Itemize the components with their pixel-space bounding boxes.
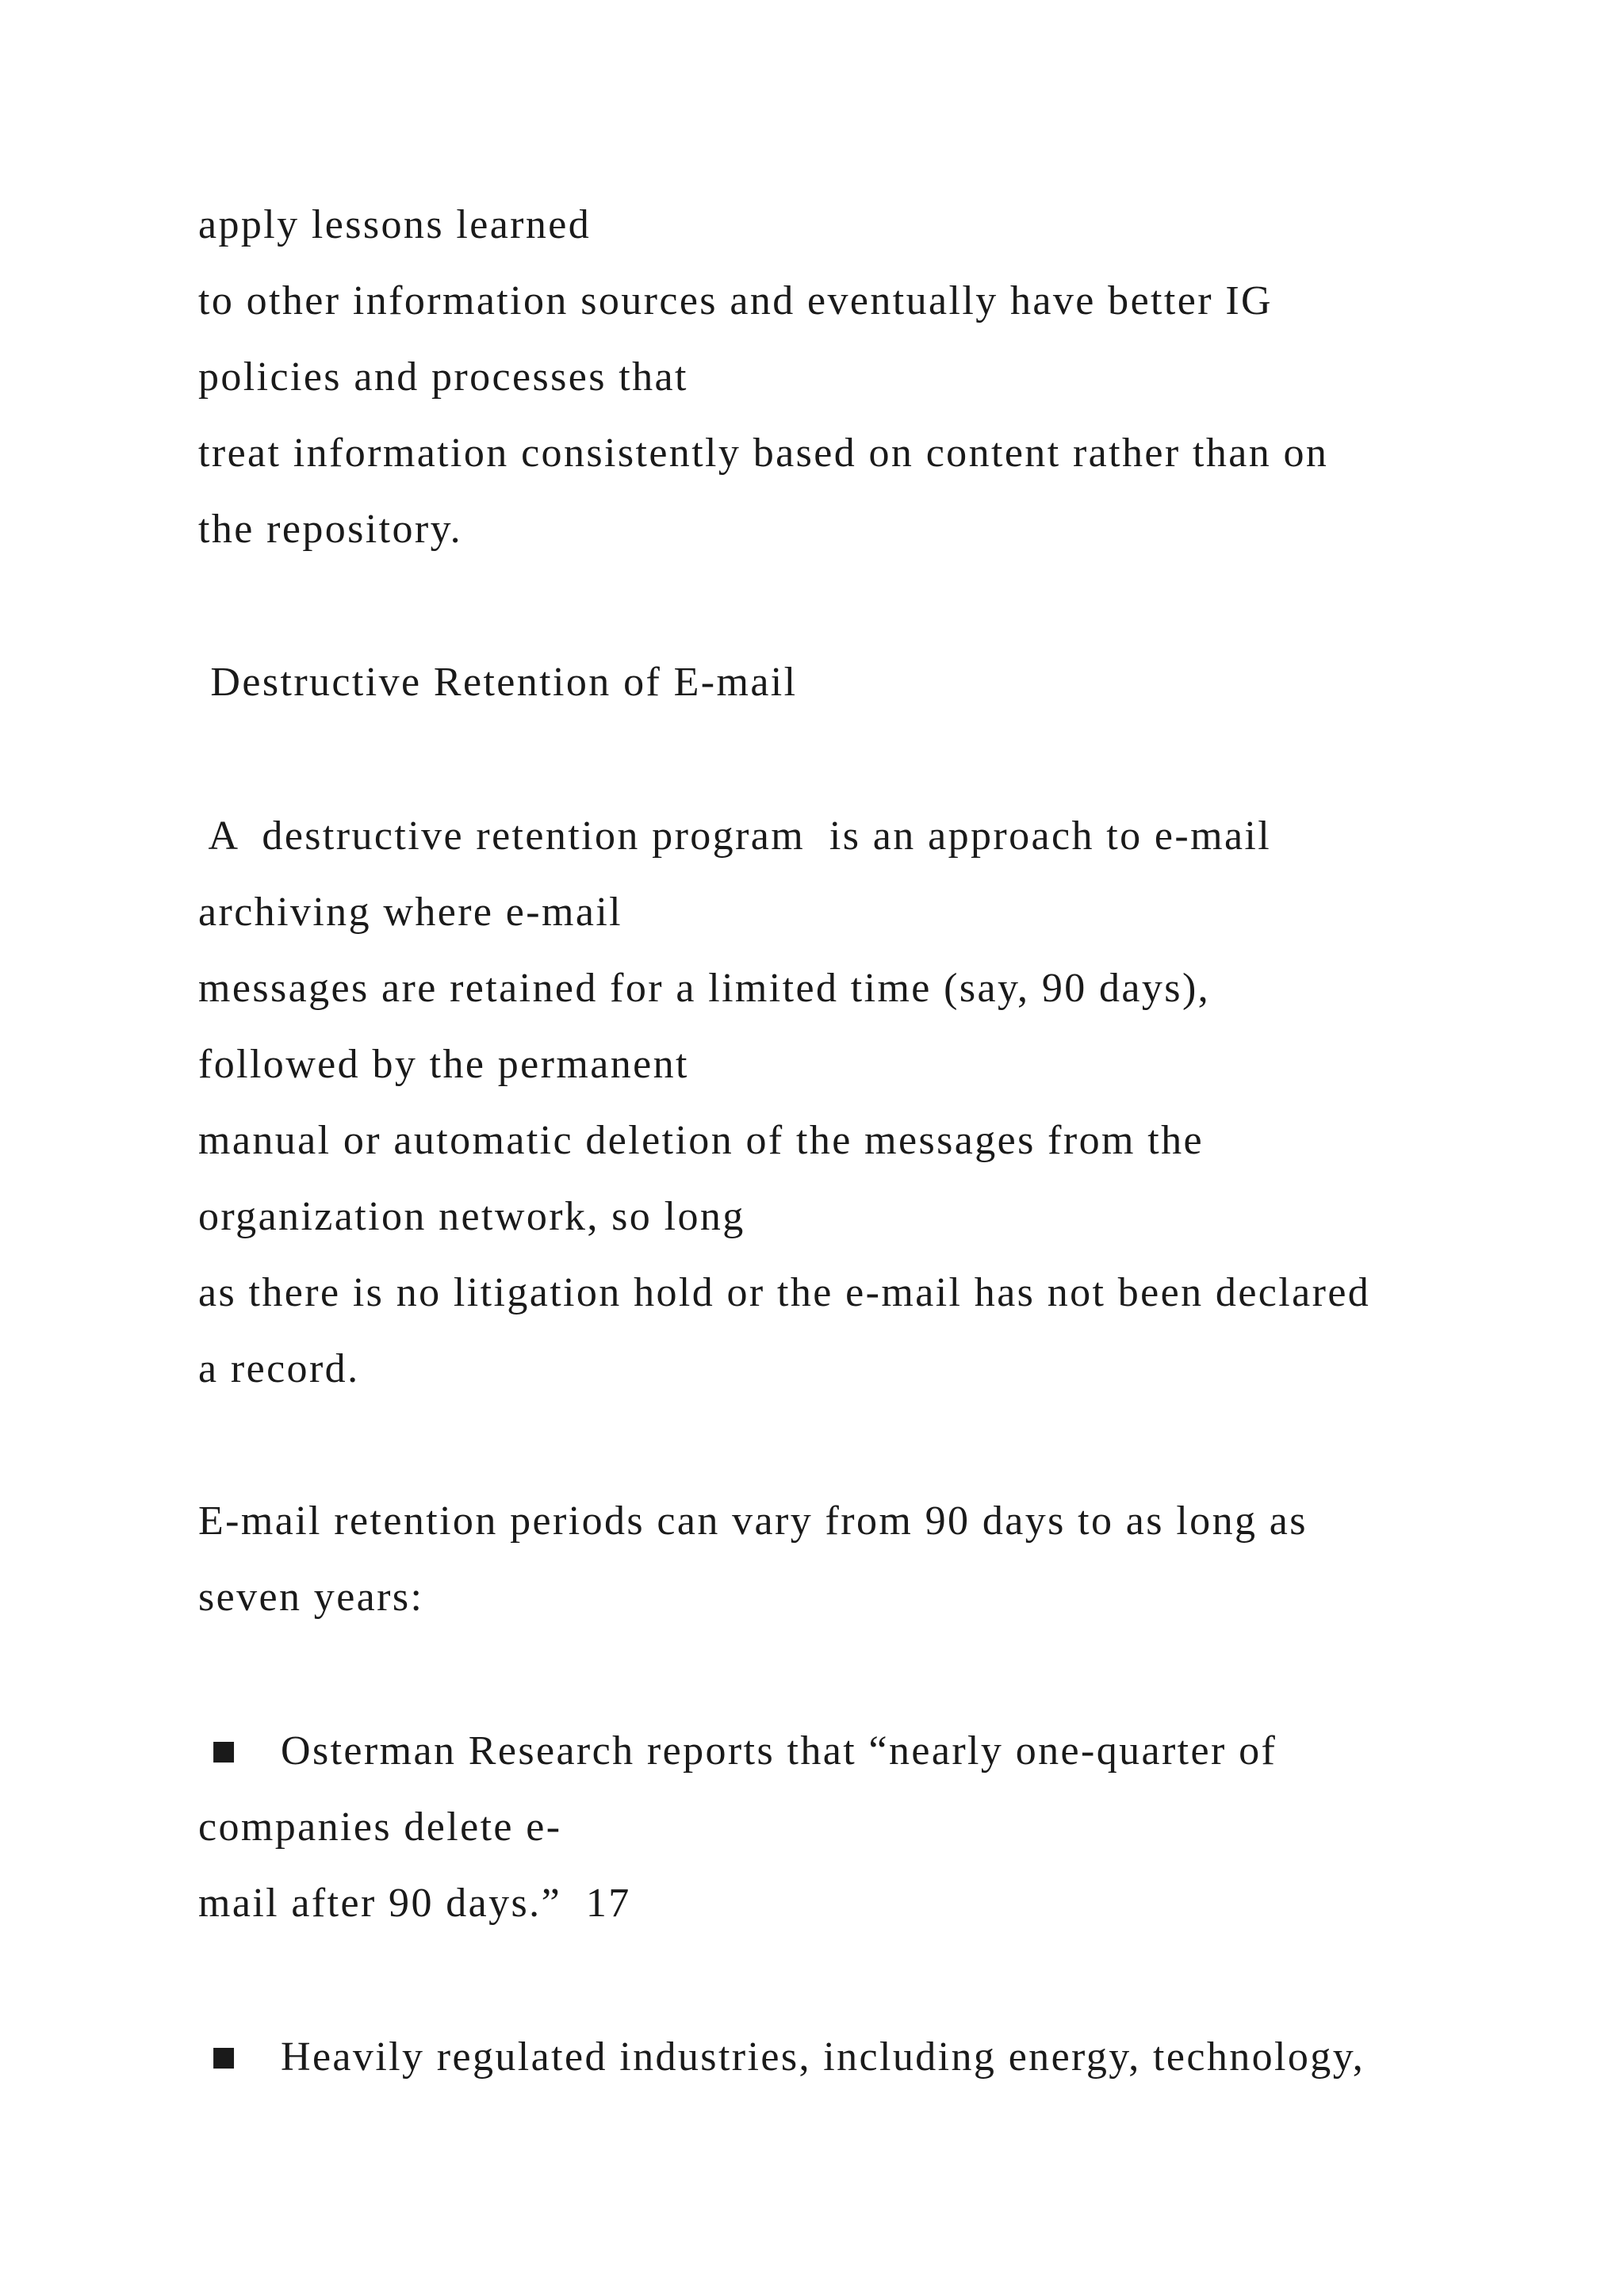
section-heading: Destructive Retention of E-mail <box>198 660 798 705</box>
definition-line: manual or automatic deletion of the messages from the <box>198 1118 1204 1163</box>
bullet-item-osterman <box>198 1728 1277 1774</box>
intro-line: apply lessons learned <box>198 202 592 247</box>
definition-line: organization network, so long <box>198 1194 745 1239</box>
intro-line: policies and processes that <box>198 354 688 400</box>
definition-line: as there is no litigation hold or the e-mail has not been declared <box>198 1270 1371 1315</box>
intro-line: treat information consistently based on content rather than on <box>198 430 1329 476</box>
retention-line: seven years: <box>198 1575 424 1620</box>
definition-line: messages are retained for a limited time (say, 90 days), <box>198 966 1211 1011</box>
bullet-item-regulated-industries <box>198 2034 1365 2080</box>
definition-line: a record. <box>198 1346 360 1391</box>
bullet-square-icon: ■ <box>211 2041 239 2072</box>
bullet-continuation-line: companies delete e- <box>198 1804 562 1850</box>
intro-line: the repository. <box>198 507 462 552</box>
intro-line: to other information sources and eventually have better IG <box>198 278 1274 323</box>
definition-line: followed by the permanent <box>198 1042 689 1087</box>
bullet-continuation-line: mail after 90 days.” 17 <box>198 1881 631 1926</box>
definition-line: A destructive retention program is an approach to e-mail <box>198 813 1272 859</box>
bullet-text: Osterman Research reports that “nearly one-quarter of <box>281 1728 1277 1774</box>
retention-line: E-mail retention periods can vary from 90 days to as long as <box>198 1498 1308 1544</box>
definition-line: archiving where e-mail <box>198 890 623 935</box>
bullet-square-icon: ■ <box>211 1735 239 1766</box>
bullet-text: Heavily regulated industries, including energy, technology, <box>281 2034 1365 2080</box>
